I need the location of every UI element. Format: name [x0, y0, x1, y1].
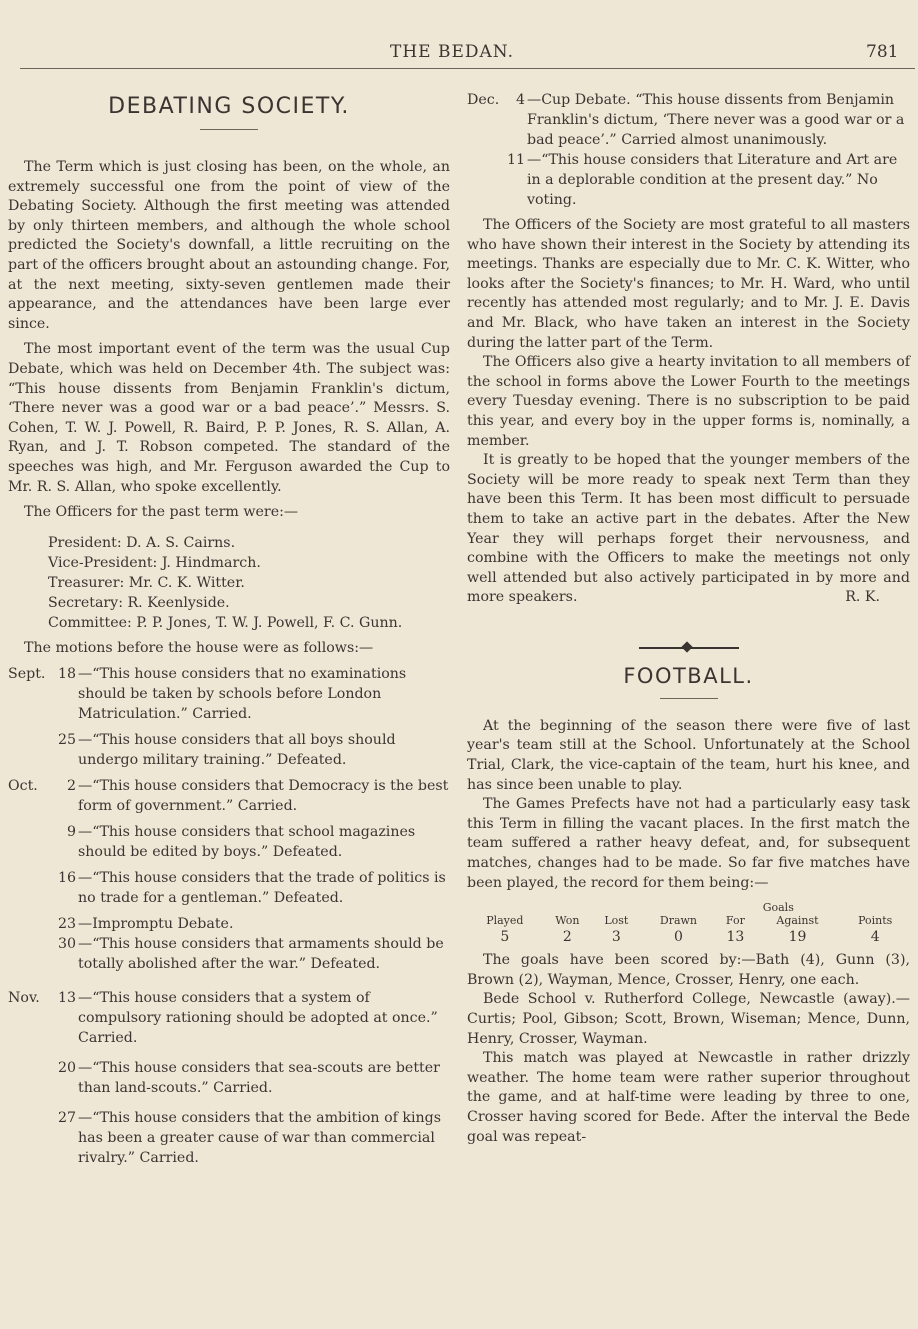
motion-month: Oct.	[8, 778, 38, 795]
record-header: For	[725, 914, 745, 928]
motion-day: 27	[57, 1110, 76, 1127]
heading-rule	[660, 698, 718, 699]
motion-month	[8, 914, 46, 934]
motion-day: 11	[506, 152, 525, 168]
motion-day: 18	[57, 666, 76, 683]
motion-item	[8, 868, 450, 908]
officer-committee: Committee: P. P. Jones, T. W. J. Powell, F. C. Gunn.	[48, 614, 403, 631]
motion-text: —“This house considers that sea-scouts are better than land-scouts.” Carried.	[78, 1060, 440, 1097]
record-header: Played	[486, 914, 524, 928]
motion-text: —Cup Debate. “This house dissents from Benjamin Franklin's dictum, ‘There never was a good war or a bad peace’.” Carried almost unanimously.	[527, 92, 905, 148]
officers-intro: The Officers for the past term were:—	[24, 504, 299, 521]
football-paragraph: This match was played at Newcastle in rather drizzly weather. The home team were rather superior throughout the game, and at half-time were leading by three to one, Crosser having scored for Bede. After the interval the Bede goal was repeat-	[467, 1050, 910, 1145]
motion-month	[8, 730, 46, 770]
officer-treasurer: Treasurer: Mr. C. K. Witter.	[48, 574, 245, 591]
motion-text: —“This house considers that Literature and Art are in a deplorable condition at the present day.” No voting.	[527, 152, 898, 208]
football-paragraph: The goals have been scored by:—Bath (4), Gunn (3), Brown (2), Wayman, Mence, Crosser, Henry, one each.	[467, 952, 910, 988]
page-number: 781	[866, 42, 899, 62]
record-header: Lost	[604, 914, 629, 928]
record-value: 4	[870, 929, 880, 946]
motion-text: —“This house considers that armaments should be totally abolished after the war.” Defeated.	[78, 936, 444, 973]
motion-day: 9	[66, 824, 76, 841]
motion-month	[8, 822, 46, 862]
motion-month: Nov.	[8, 990, 40, 1007]
left-column	[8, 80, 450, 1174]
football-heading: FOOTBALL.	[623, 663, 754, 688]
motion-day: 4	[515, 92, 525, 108]
debating-paragraph: The Officers also give a hearty invitation to all members of the school in forms above the Lower Fourth to the meetings every Tuesday evening. There is no subscription to be paid this year, and every boy in the upper forms is, nominally, a member.	[467, 354, 910, 449]
record-value: 0	[673, 929, 683, 946]
motion-day: 20	[57, 1060, 76, 1077]
motion-day: 2	[66, 778, 76, 795]
debating-paragraph	[467, 451, 910, 608]
motion-item	[8, 988, 450, 1048]
record-header: Against	[776, 914, 819, 928]
motion-month	[8, 1058, 46, 1098]
header-rule	[20, 68, 915, 69]
motion-text: —“This house considers that no examinations should be taken by schools before London Matriculation.” Carried.	[78, 666, 407, 723]
motion-month: Sept.	[8, 666, 46, 683]
record-header: Drawn	[659, 914, 698, 928]
ornament-divider	[639, 642, 739, 654]
motion-month	[8, 1108, 46, 1168]
motion-text: —“This house considers that the trade of politics is no trade for a gentleman.” Defeated.	[78, 870, 446, 907]
motion-text: —“This house considers that the ambition of kings has been a greater cause of war than commercial rivalry.” Carried.	[78, 1110, 442, 1167]
football-paragraph: Bede School v. Rutherford College, Newcastle (away).—Curtis; Pool, Gibson; Scott, Brown, Wiseman; Mence, Dunn, Henry, Crosser, Wayman.	[467, 991, 910, 1047]
record-value-row	[467, 927, 910, 945]
officers-list	[48, 533, 450, 633]
record-header-row	[467, 914, 910, 927]
motion-item	[8, 664, 450, 724]
debating-paragraph: The Officers of the Society are most grateful to all masters who have shown their interest in the Society by attending its meetings. Thanks are especially due to Mr. C. K. Witter, who looks after the Society's finances; to Mr. H. Ward, who until recently has attended most regularly; and to Mr. J. E. Davis and Mr. Black, who have taken an interest in the Society during the latter part of the Term.	[467, 217, 910, 351]
motion-day: 16	[57, 870, 76, 887]
motion-text: —“This house considers that a system of compulsory rationing should be adopted at once.” Carried.	[78, 990, 438, 1047]
motion-day: 23	[57, 916, 76, 933]
debating-heading: DEBATING SOCIETY.	[108, 94, 350, 119]
motion-day: 13	[57, 990, 76, 1007]
officer-vice-president: Vice-President: J. Hindmarch.	[48, 554, 261, 571]
motion-month	[8, 868, 46, 908]
motion-text: —“This house considers that Democracy is the best form of government.” Carried.	[78, 778, 449, 815]
motion-item	[8, 822, 450, 862]
debating-paragraph: The Term which is just closing has been, on the whole, an extremely successful one from the point of view of the Debating Society. Although the first meeting was attended by only thirteen members, and although the whole school predicted the Society's downfall, a little recruiting on the part of the officers brought about an astounding change. For, at the next meeting, sixty-seven gentlemen made their appearance, and the attendances have been large ever since.	[8, 159, 450, 332]
signature: R. K.	[845, 589, 880, 606]
football-paragraph: At the beginning of the season there were five of last year's team still at the School. Unfortunately at the School Trial, Clark, the vice-captain of the team, hurt his knee, and has since been unable to play.	[467, 717, 910, 793]
motion-day: 25	[57, 732, 76, 749]
motion-day: 30	[57, 936, 76, 953]
motions-list	[8, 664, 450, 1168]
motion-month: Dec.	[467, 92, 500, 108]
record-value: 3	[611, 929, 621, 946]
debating-paragraph: The most important event of the term was the usual Cup Debate, which was held on December 4th. The subject was: “This house dissents from Benjamin Franklin's dictum, ‘There never was a good war or a bad peace’.” Messrs. S. Cohen, T. W. J. Powell, R. Baird, P. P. Jones, R. S. Allan, A. Ryan, and J. T. Robson competed. The standard of the speeches was high, and Mr. Ferguson awarded the Cup to Mr. R. S. Allan, who spoke excellently.	[8, 341, 450, 495]
motion-month	[8, 934, 46, 974]
record-value: 13	[726, 929, 745, 946]
record-header: Points	[858, 914, 893, 928]
heading-rule	[200, 129, 258, 130]
motion-item	[8, 1058, 450, 1098]
record-value: 19	[788, 929, 807, 946]
record-value: 2	[562, 929, 572, 946]
motion-item	[8, 730, 450, 770]
record-value: 5	[500, 929, 510, 946]
debating-paragraph-text: It is greatly to be hoped that the younger members of the Society will be more ready to speak next Term than they have been this Term. It has been most difficult to persuade them to take an active part in the debates. After the New Year they will perhaps forget their nervousness, and combine with the Officers to make the meetings not only well attended but also actively participated in by more and more speakers.	[467, 452, 910, 606]
goals-label: Goals	[762, 901, 794, 915]
motion-item	[8, 934, 450, 974]
motion-item	[467, 90, 910, 150]
motion-text: —“This house considers that all boys should undergo military training.” Defeated.	[78, 732, 396, 769]
header-title: THE BEDAN.	[390, 42, 514, 62]
motion-item	[8, 1108, 450, 1168]
right-column	[467, 90, 910, 1147]
officer-secretary: Secretary: R. Keenlyside.	[48, 594, 230, 611]
football-paragraph: The Games Prefects have not had a particularly easy task this Term in filling the vacant places. In the first match the team suffered a rather heavy defeat, and, for subsequent matches, changes had to be made. So far five matches have been played, the record for them being:—	[467, 796, 910, 891]
motion-month	[467, 150, 505, 210]
motion-text: —Impromptu Debate.	[78, 916, 234, 933]
motion-item	[467, 150, 910, 210]
motion-item	[8, 914, 450, 934]
record-table	[467, 901, 910, 945]
motions-intro: The motions before the house were as follows:—	[24, 639, 374, 656]
motion-text: —“This house considers that school magazines should be edited by boys.” Defeated.	[78, 824, 416, 861]
motion-item	[8, 776, 450, 816]
officer-president: President: D. A. S. Cairns.	[48, 534, 236, 551]
record-header: Won	[555, 914, 580, 928]
